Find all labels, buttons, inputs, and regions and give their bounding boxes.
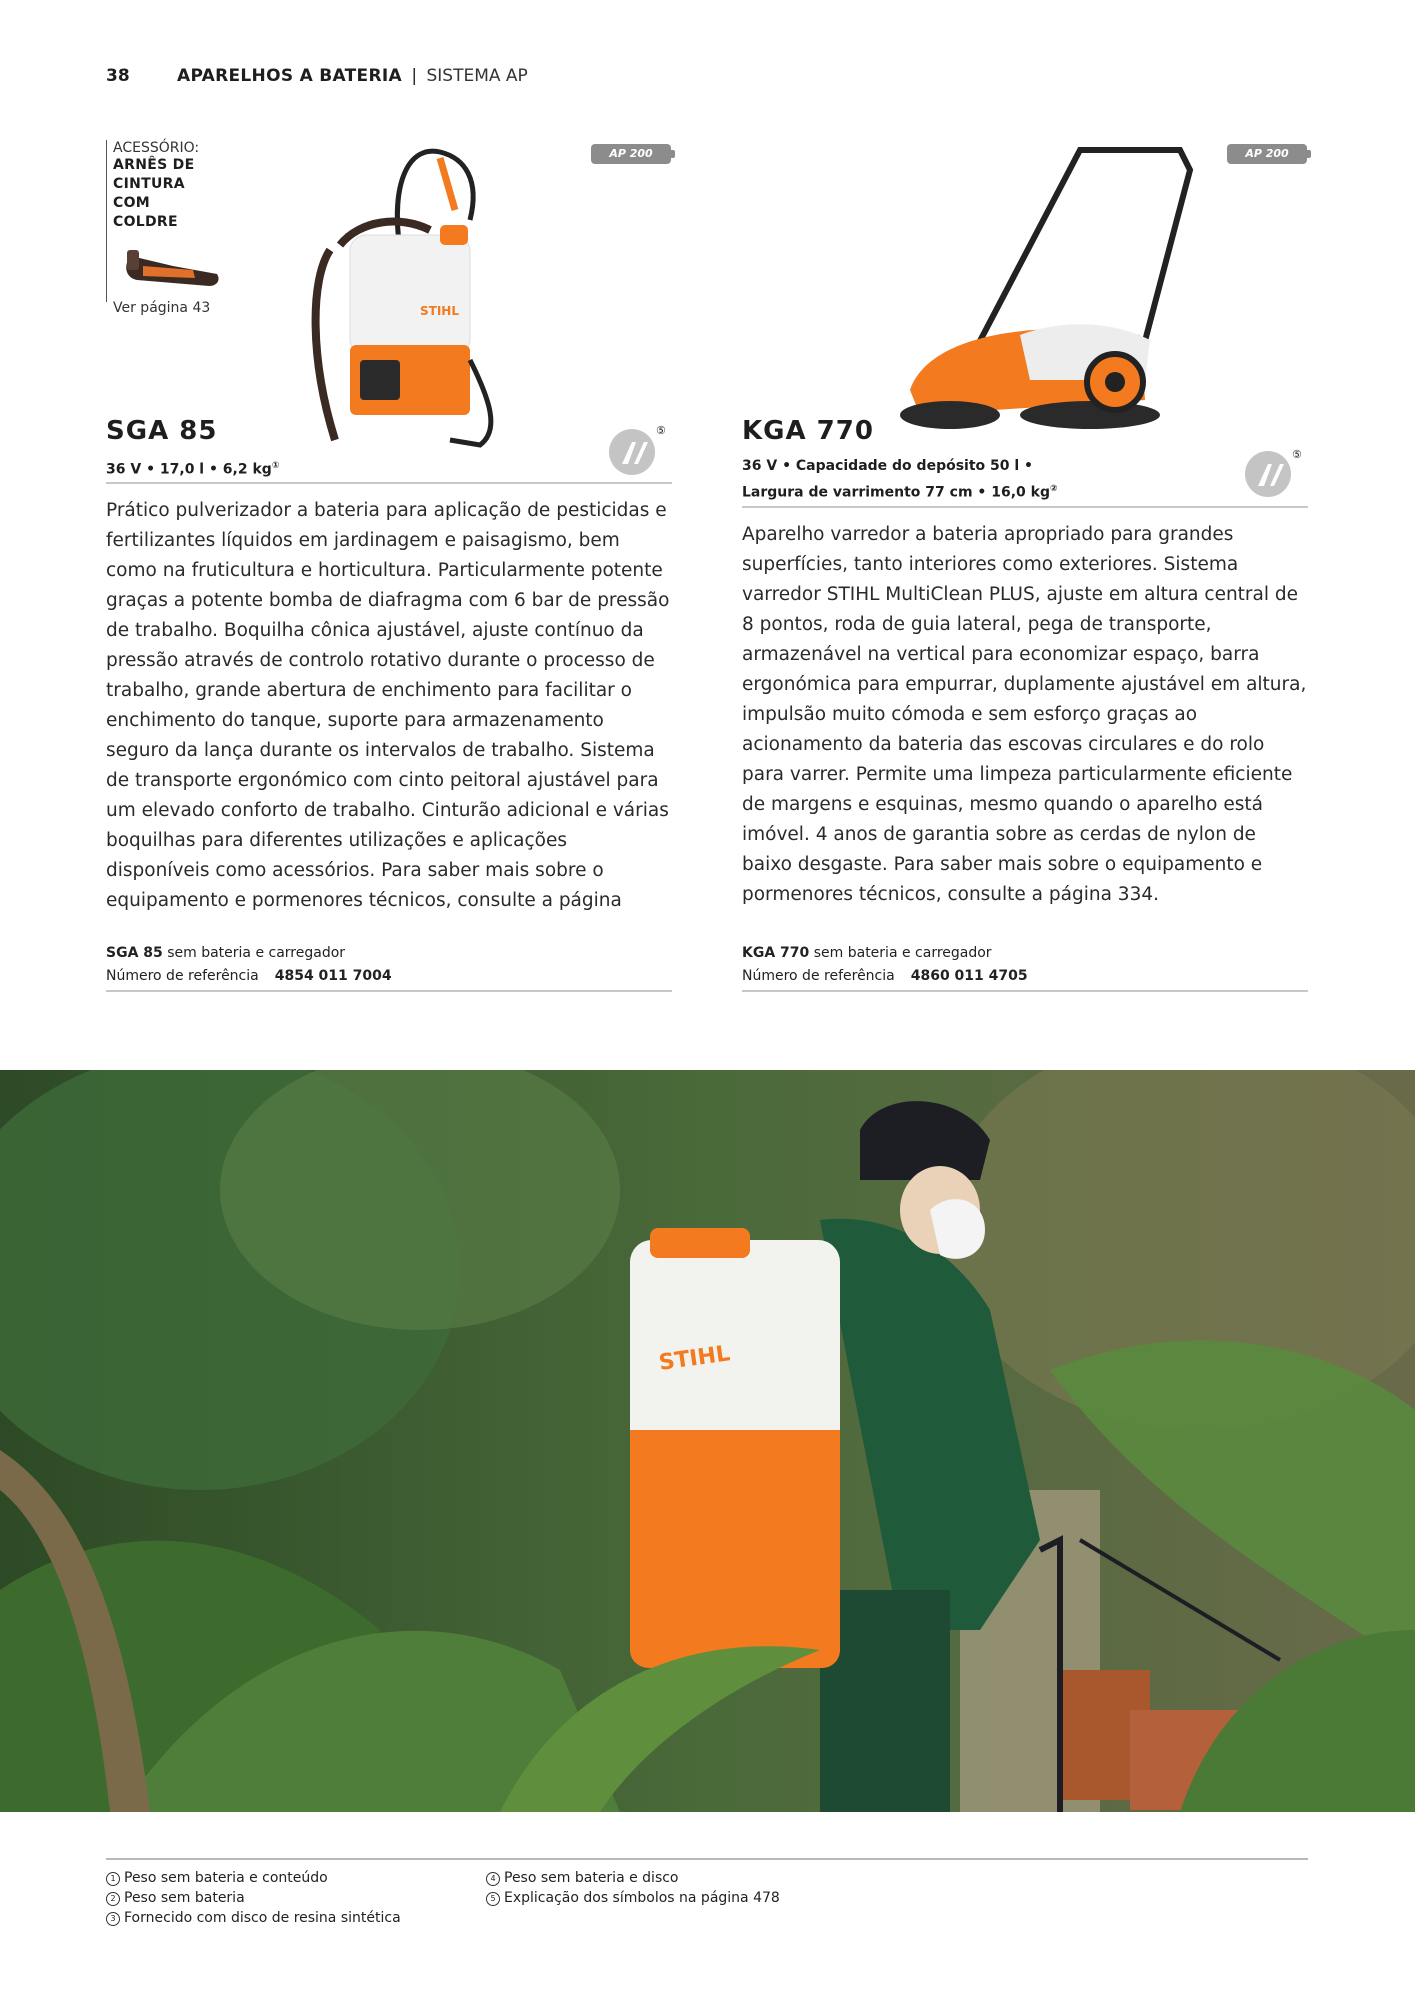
accessory-callout xyxy=(106,140,223,316)
sga85-title: SGA 85 xyxy=(106,416,218,446)
belt-holster-image xyxy=(113,236,223,296)
footnote-4: 4 Peso sem bateria e disco xyxy=(486,1868,780,1888)
page-number: 38 xyxy=(106,66,130,86)
footnote-3: 3 Fornecido com disco de resina sintética xyxy=(106,1908,401,1928)
kga770-ap-badge: AP 200 xyxy=(1227,144,1307,164)
sga85-spec-footnote: ① xyxy=(271,461,280,471)
kga770-product-image xyxy=(890,130,1200,450)
footnote-2: 2 Peso sem bateria xyxy=(106,1888,401,1908)
sga85-symbol-footnote: ⑤ xyxy=(656,424,666,437)
kga770-title: KGA 770 xyxy=(742,416,874,446)
kga770-divider xyxy=(742,506,1308,508)
footnote-1: 1 Peso sem bateria e conteúdo xyxy=(106,1868,401,1888)
kga770-description: Aparelho varredor a bateria apropriado para grandes superfícies, tanto interiores como exteriores. Sistema varredor STIHL MultiClean PLUS, ajuste em altura central de 8 pontos, roda de guia lateral, pega de transporte, armazenável na vertical para economizar espaço, barra ergonómica para empurrar, duplamente ajustável em altura, impulsão muito cómoda e sem esforço graças ao acionamento da bateria das escovas circulares e do rolo para varrer. Permite uma limpeza particularmente eficiente de margens e esquinas, mesmo quando o aparelho está imóvel. 4 anos de garantia sobre as cerdas de nylon de baixo desgaste. Para saber mais sobre o equipamento e pormenores técnicos, consulte a página 334. xyxy=(742,524,1307,905)
sga85-bottom-divider xyxy=(106,990,672,992)
sga85-product-image xyxy=(290,140,520,460)
sga85-model-note: sem bateria e carregador xyxy=(167,945,346,961)
kga770-ref-number: 4860 011 4705 xyxy=(910,968,1028,984)
sga85-order-info xyxy=(106,942,672,988)
sga85-ref-number: 4854 011 7004 xyxy=(274,968,392,984)
accessory-name-3: COLDRE xyxy=(113,214,178,230)
sga85-model: SGA 85 xyxy=(106,945,163,961)
kga770-specs xyxy=(742,455,1058,505)
kga770-spec-line-1: 36 V • Capacidade do depósito 50 l • xyxy=(742,458,1033,474)
footnotes-right xyxy=(486,1868,780,1908)
accessory-name-2: CINTURA COM xyxy=(113,176,185,211)
footnote-divider xyxy=(106,1858,1308,1860)
section-separator: | xyxy=(411,66,418,86)
footnotes-left xyxy=(106,1868,401,1928)
kga770-spec-footnote: ② xyxy=(1049,484,1058,494)
greenhouse-spraying-photo xyxy=(0,1070,1415,1812)
kga770-ref-label: Número de referência xyxy=(742,968,895,984)
accessory-label: ACESSÓRIO: xyxy=(113,140,200,156)
section-subtitle: SISTEMA AP xyxy=(426,66,528,86)
section-title: APARELHOS A BATERIA xyxy=(177,66,402,86)
sga85-specs xyxy=(106,455,279,482)
kga770-symbol-footnote: ⑤ xyxy=(1292,448,1302,461)
sga85-ap-badge: AP 200 xyxy=(591,144,671,164)
section-heading xyxy=(177,66,528,86)
accessory-name-1: ARNÊS DE xyxy=(113,157,195,173)
sga85-description: Prático pulverizador a bateria para aplicação de pesticidas e fertilizantes líquidos em jardinagem e paisagismo, bem como na fruticultura e horticultura. Particularmente potente graças a potente bomba de diafragma com 6 bar de pressão de trabalho. Boquilha cônica ajustável, ajuste contínuo da pressão através de controlo rotativo durante o processo de trabalho, grande abertura de enchimento para facilitar o enchimento do tanque, suporte para armazenamento seguro da lança durante os intervalos de trabalho. Sistema de transporte ergonómico com cinto peitoral ajustável para um elevado conforto de trabalho. Cinturão adicional e várias boquilhas para diferentes utilizações e aplicações disponíveis como acessórios. Para saber mais sobre o equipamento e pormenores técnicos, consulte a página xyxy=(106,500,670,911)
footnote-5: 5 Explicação dos símbolos na página 478 xyxy=(486,1888,780,1908)
kga770-bottom-divider xyxy=(742,990,1308,992)
kga770-model-note: sem bateria e carregador xyxy=(813,945,992,961)
kga770-order-info xyxy=(742,942,1308,988)
sga85-spec-line: 36 V • 17,0 l • 6,2 kg xyxy=(106,461,272,478)
sga85-ref-label: Número de referência xyxy=(106,968,259,984)
accessory-page-ref: Ver página 43 xyxy=(113,300,211,316)
sga85-logo: STIHL xyxy=(420,304,459,318)
sga85-divider xyxy=(106,482,672,484)
kga770-spec-line-2: Largura de varrimento 77 cm • 16,0 kg xyxy=(742,484,1050,501)
battery-symbol-icon xyxy=(608,424,660,476)
photo-stihl-logo: STIHL xyxy=(657,1341,732,1376)
battery-symbol-icon xyxy=(1244,448,1296,500)
kga770-model: KGA 770 xyxy=(742,945,810,961)
